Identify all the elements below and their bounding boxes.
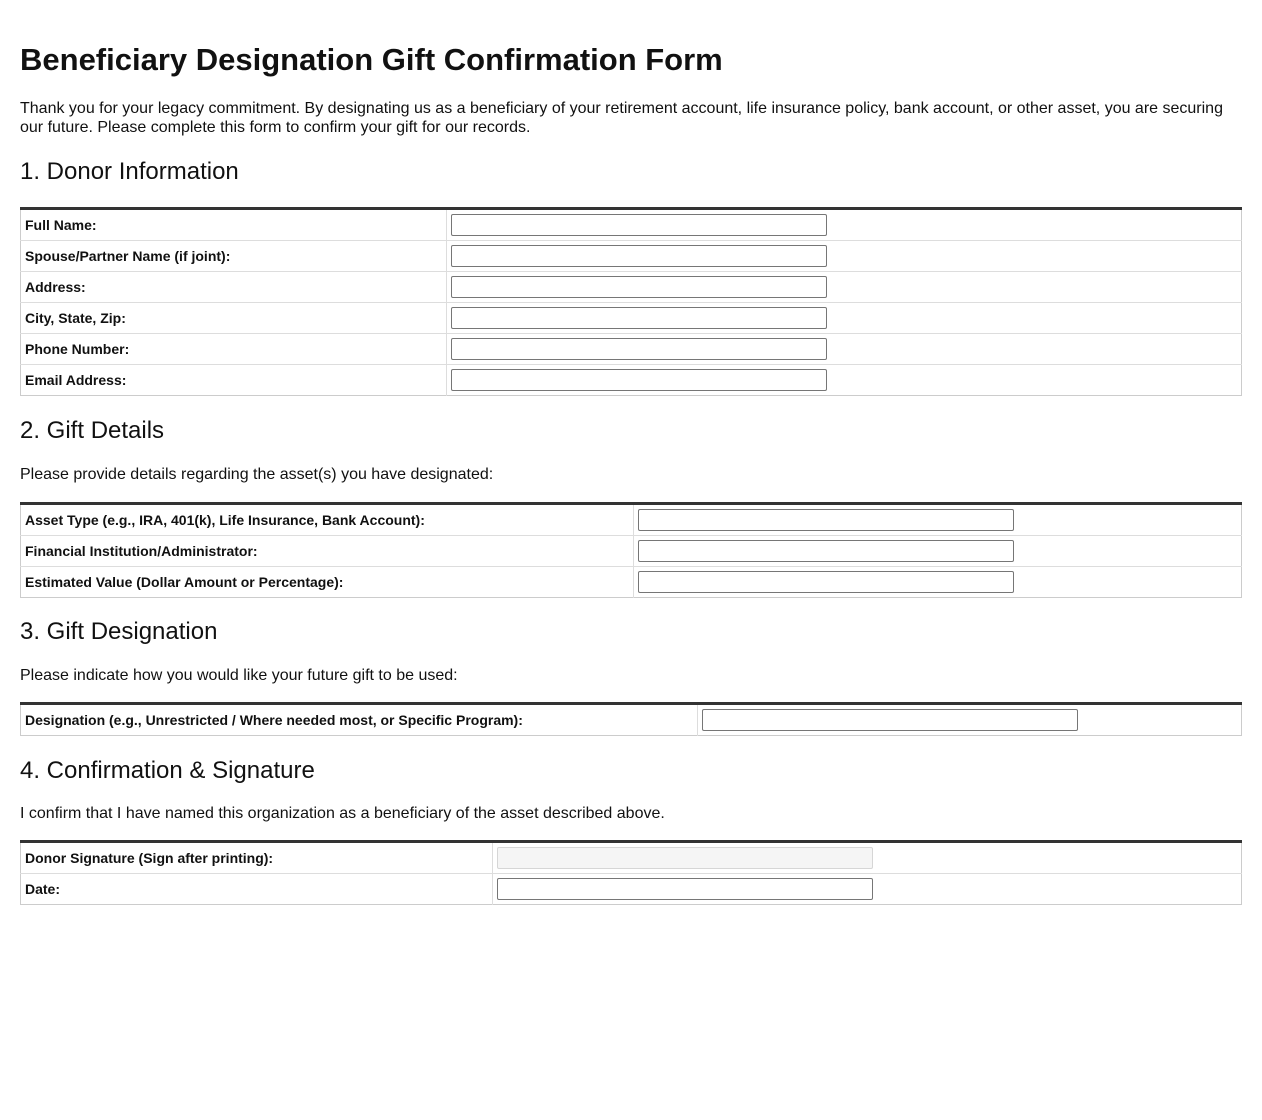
table-row xyxy=(21,272,1242,303)
section-heading-gift: 2. Gift Details xyxy=(20,417,165,444)
full-name-input[interactable] xyxy=(451,214,827,236)
table-row xyxy=(21,303,1242,334)
signature-input xyxy=(497,847,873,869)
designation-description: Please indicate how you would like your future gift to be used: xyxy=(20,667,458,684)
table-row xyxy=(21,567,1242,598)
table-row xyxy=(21,365,1242,396)
section-heading-designation: 3. Gift Designation xyxy=(20,618,218,645)
table-row xyxy=(21,334,1242,365)
date-label: Date: xyxy=(21,874,493,905)
designation-input[interactable] xyxy=(702,709,1078,731)
gift-designation-table xyxy=(20,702,1242,736)
estimated-value-input[interactable] xyxy=(638,571,1014,593)
signature-label: Donor Signature (Sign after printing): xyxy=(21,842,493,874)
institution-input[interactable] xyxy=(638,540,1014,562)
page-title: Beneficiary Designation Gift Confirmation Form xyxy=(20,42,723,77)
date-input[interactable] xyxy=(497,878,873,900)
spouse-name-label: Spouse/Partner Name (if joint): xyxy=(21,241,447,272)
confirmation-description: I confirm that I have named this organization as a beneficiary of the asset described above. xyxy=(20,805,665,822)
spouse-name-input[interactable] xyxy=(451,245,827,267)
email-label: Email Address: xyxy=(21,365,447,396)
section-heading-confirmation: 4. Confirmation & Signature xyxy=(20,757,315,784)
asset-type-input[interactable] xyxy=(638,509,1014,531)
phone-label: Phone Number: xyxy=(21,334,447,365)
address-input[interactable] xyxy=(451,276,827,298)
confirmation-table xyxy=(20,840,1242,905)
table-row xyxy=(21,504,1242,536)
table-row xyxy=(21,704,1242,736)
city-state-zip-label: City, State, Zip: xyxy=(21,303,447,334)
donor-info-table xyxy=(20,207,1242,396)
phone-input[interactable] xyxy=(451,338,827,360)
full-name-label: Full Name: xyxy=(21,209,447,241)
city-state-zip-input[interactable] xyxy=(451,307,827,329)
table-row xyxy=(21,842,1242,874)
table-row xyxy=(21,241,1242,272)
estimated-value-label: Estimated Value (Dollar Amount or Percentage): xyxy=(21,567,634,598)
email-input[interactable] xyxy=(451,369,827,391)
intro-text: Thank you for your legacy commitment. By designating us as a beneficiary of your retirement account, life insurance policy, bank account, or other asset, you are securing our future. Please complete this form to confirm your gift for our records. xyxy=(20,100,1223,136)
section-heading-donor: 1. Donor Information xyxy=(20,158,239,185)
gift-details-table xyxy=(20,502,1242,598)
gift-description: Please provide details regarding the asset(s) you have designated: xyxy=(20,466,494,483)
asset-type-label: Asset Type (e.g., IRA, 401(k), Life Insurance, Bank Account): xyxy=(21,504,634,536)
address-label: Address: xyxy=(21,272,447,303)
table-row xyxy=(21,209,1242,241)
designation-label: Designation (e.g., Unrestricted / Where needed most, or Specific Program): xyxy=(21,704,698,736)
table-row xyxy=(21,874,1242,905)
table-row xyxy=(21,536,1242,567)
institution-label: Financial Institution/Administrator: xyxy=(21,536,634,567)
